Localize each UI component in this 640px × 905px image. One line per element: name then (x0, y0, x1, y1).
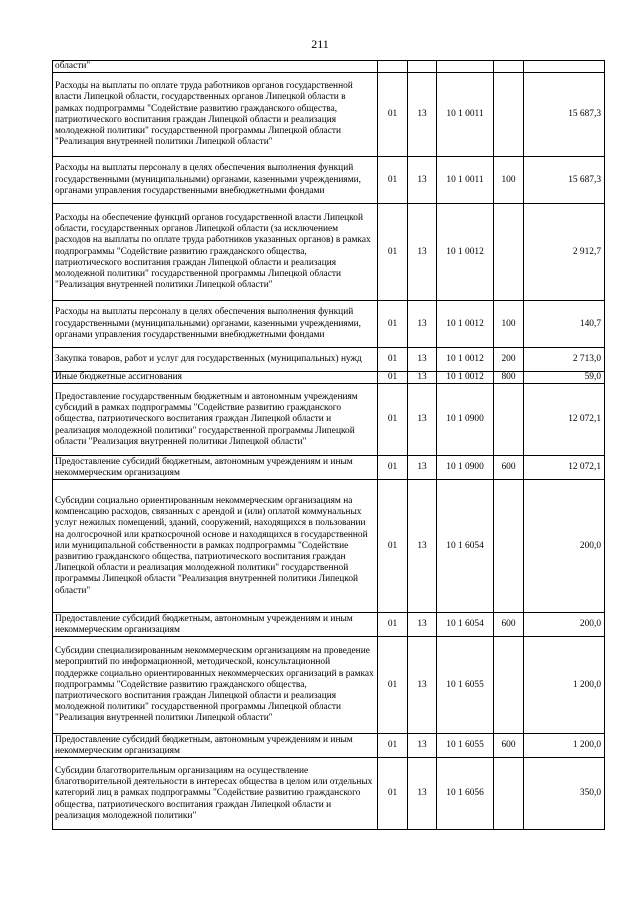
row-description: Субсидии социально ориентированным некоммерческим организациям на компенсацию расходов, связанных с арендой и (или) оплатой коммунальных услуг нежилых помещений, зданий, сооружений, находящихся в пользовании на долгосрочной или краткосрочной основе и находящихся в государственной или муниципальной собственности в рамках подпрограммы "Содействие развитию гражданского общества, патриотического воспитания граждан Липецкой области и реализация молодежной политики" государственной программы Липецкой области "Реализация внутренней политики Липецкой области" (53, 480, 378, 613)
table-row (53, 157, 605, 204)
table-row (53, 613, 605, 637)
row-target-article-code: 10 1 0012 (437, 372, 494, 384)
row-target-article-code: 10 1 0012 (437, 301, 494, 348)
table-row (53, 734, 605, 758)
row-target-article-code: 10 1 0012 (437, 204, 494, 301)
row-expense-type-code (494, 758, 524, 830)
row-subsection-code: 13 (408, 372, 437, 384)
row-amount: 59,0 (524, 372, 605, 384)
row-amount: 2 912,7 (524, 204, 605, 301)
row-expense-type-code (494, 61, 524, 73)
row-amount: 15 687,3 (524, 157, 605, 204)
row-target-article-code: 10 1 6055 (437, 637, 494, 734)
row-expense-type-code: 100 (494, 157, 524, 204)
row-target-article-code: 10 1 0011 (437, 73, 494, 157)
row-expense-type-code (494, 480, 524, 613)
row-subsection-code: 13 (408, 384, 437, 456)
row-subsection-code (408, 61, 437, 73)
row-amount: 12 072,1 (524, 456, 605, 480)
row-description: Предоставление субсидий бюджетным, автономным учреждениям и иным некоммерческим организациям (53, 734, 378, 758)
table-row (53, 348, 605, 372)
row-target-article-code: 10 1 0900 (437, 384, 494, 456)
row-expense-type-code (494, 73, 524, 157)
row-description: Иные бюджетные ассигнования (53, 372, 378, 384)
table-row (53, 61, 605, 73)
table-row (53, 372, 605, 384)
row-expense-type-code (494, 204, 524, 301)
row-description: области" (53, 61, 378, 73)
page-number: 211 (311, 37, 329, 51)
row-description: Предоставление государственным бюджетным и автономным учреждениям субсидий в рамках подпрограммы "Содействие развитию гражданского общества, патриотического воспитания граждан Липецкой области и реализация молодежной политики" государственной программы Липецкой области "Реализация внутренней политики Липецкой области" (53, 384, 378, 456)
row-subsection-code: 13 (408, 734, 437, 758)
row-target-article-code: 10 1 6056 (437, 758, 494, 830)
row-subsection-code: 13 (408, 456, 437, 480)
row-section-code: 01 (378, 372, 408, 384)
table-row (53, 204, 605, 301)
row-target-article-code: 10 1 6055 (437, 734, 494, 758)
row-amount: 12 072,1 (524, 384, 605, 456)
row-section-code: 01 (378, 204, 408, 301)
row-section-code: 01 (378, 734, 408, 758)
row-description: Расходы на выплаты персоналу в целях обеспечения выполнения функций государственными (муниципальными) органами, казенными учреждениями, органами управления государственными внебюджетными фондами (53, 301, 378, 348)
table-row (53, 637, 605, 734)
row-section-code: 01 (378, 301, 408, 348)
row-amount: 1 200,0 (524, 637, 605, 734)
row-target-article-code: 10 1 0011 (437, 157, 494, 204)
row-target-article-code: 10 1 0012 (437, 348, 494, 372)
row-target-article-code (437, 61, 494, 73)
row-target-article-code: 10 1 6054 (437, 480, 494, 613)
row-amount: 15 687,3 (524, 73, 605, 157)
row-subsection-code: 13 (408, 637, 437, 734)
row-description: Расходы на выплаты по оплате труда работников органов государственной власти Липецкой области, государственных органов Липецкой области в рамках подпрограммы "Содействие развитию гражданского общества, патриотического воспитания граждан Липецкой области и реализация молодежной политики" государственной программы Липецкой области "Реализация внутренней политики Липецкой области" (53, 73, 378, 157)
row-section-code: 01 (378, 157, 408, 204)
table-row (53, 73, 605, 157)
row-amount (524, 61, 605, 73)
row-description: Субсидии благотворительным организациям на осуществление благотворительной деятельности в интересах общества в целом или отдельных категорий лиц в рамках подпрограммы "Содействие развитию гражданского общества, патриотического воспитания граждан Липецкой области и реализация молодежной политики" (53, 758, 378, 830)
row-section-code (378, 61, 408, 73)
row-target-article-code: 10 1 6054 (437, 613, 494, 637)
row-subsection-code: 13 (408, 758, 437, 830)
row-description: Расходы на выплаты персоналу в целях обеспечения выполнения функций государственными (муниципальными) органами, казенными учреждениями, органами управления государственными внебюджетными фондами (53, 157, 378, 204)
table-row (53, 480, 605, 613)
row-description: Закупка товаров, работ и услуг для государственных (муниципальных) нужд (53, 348, 378, 372)
row-subsection-code: 13 (408, 348, 437, 372)
row-amount: 140,7 (524, 301, 605, 348)
row-subsection-code: 13 (408, 204, 437, 301)
table-row (53, 758, 605, 830)
row-amount: 200,0 (524, 480, 605, 613)
row-expense-type-code: 600 (494, 613, 524, 637)
budget-table-body (53, 61, 605, 830)
row-target-article-code: 10 1 0900 (437, 456, 494, 480)
row-expense-type-code (494, 637, 524, 734)
table-row (53, 301, 605, 348)
row-section-code: 01 (378, 348, 408, 372)
row-expense-type-code: 100 (494, 301, 524, 348)
row-description: Предоставление субсидий бюджетным, автономным учреждениям и иным некоммерческим организациям (53, 456, 378, 480)
row-amount: 350,0 (524, 758, 605, 830)
row-expense-type-code: 800 (494, 372, 524, 384)
row-section-code: 01 (378, 613, 408, 637)
row-description: Субсидии специализированным некоммерческим организациям на проведение мероприятий по информационной, методической, консультационной поддержке социально ориентированных некоммерческих организаций в рамках подпрограммы "Содействие развитию гражданского общества, патриотического воспитания граждан Липецкой области и реализация молодежной политики" государственной программы Липецкой области "Реализация внутренней политики Липецкой области" (53, 637, 378, 734)
row-amount: 2 713,0 (524, 348, 605, 372)
row-amount: 200,0 (524, 613, 605, 637)
row-section-code: 01 (378, 637, 408, 734)
row-subsection-code: 13 (408, 613, 437, 637)
row-subsection-code: 13 (408, 157, 437, 204)
row-expense-type-code: 600 (494, 456, 524, 480)
row-section-code: 01 (378, 384, 408, 456)
row-subsection-code: 13 (408, 480, 437, 613)
row-subsection-code: 13 (408, 301, 437, 348)
row-amount: 1 200,0 (524, 734, 605, 758)
budget-table (52, 60, 605, 830)
row-section-code: 01 (378, 758, 408, 830)
row-section-code: 01 (378, 480, 408, 613)
row-expense-type-code (494, 384, 524, 456)
table-row (53, 384, 605, 456)
row-subsection-code: 13 (408, 73, 437, 157)
row-section-code: 01 (378, 456, 408, 480)
row-expense-type-code: 200 (494, 348, 524, 372)
table-row (53, 456, 605, 480)
row-expense-type-code: 600 (494, 734, 524, 758)
row-description: Расходы на обеспечение функций органов государственной власти Липецкой области, государственных органов Липецкой области (за исключением расходов на выплаты по оплате труда работников указанных органов) в рамках подпрограммы "Содействие развитию гражданского общества, патриотического воспитания граждан Липецкой области и реализация молодежной политики" государственной программы Липецкой области "Реализация внутренней политики Липецкой области" (53, 204, 378, 301)
row-section-code: 01 (378, 73, 408, 157)
row-description: Предоставление субсидий бюджетным, автономным учреждениям и иным некоммерческим организациям (53, 613, 378, 637)
